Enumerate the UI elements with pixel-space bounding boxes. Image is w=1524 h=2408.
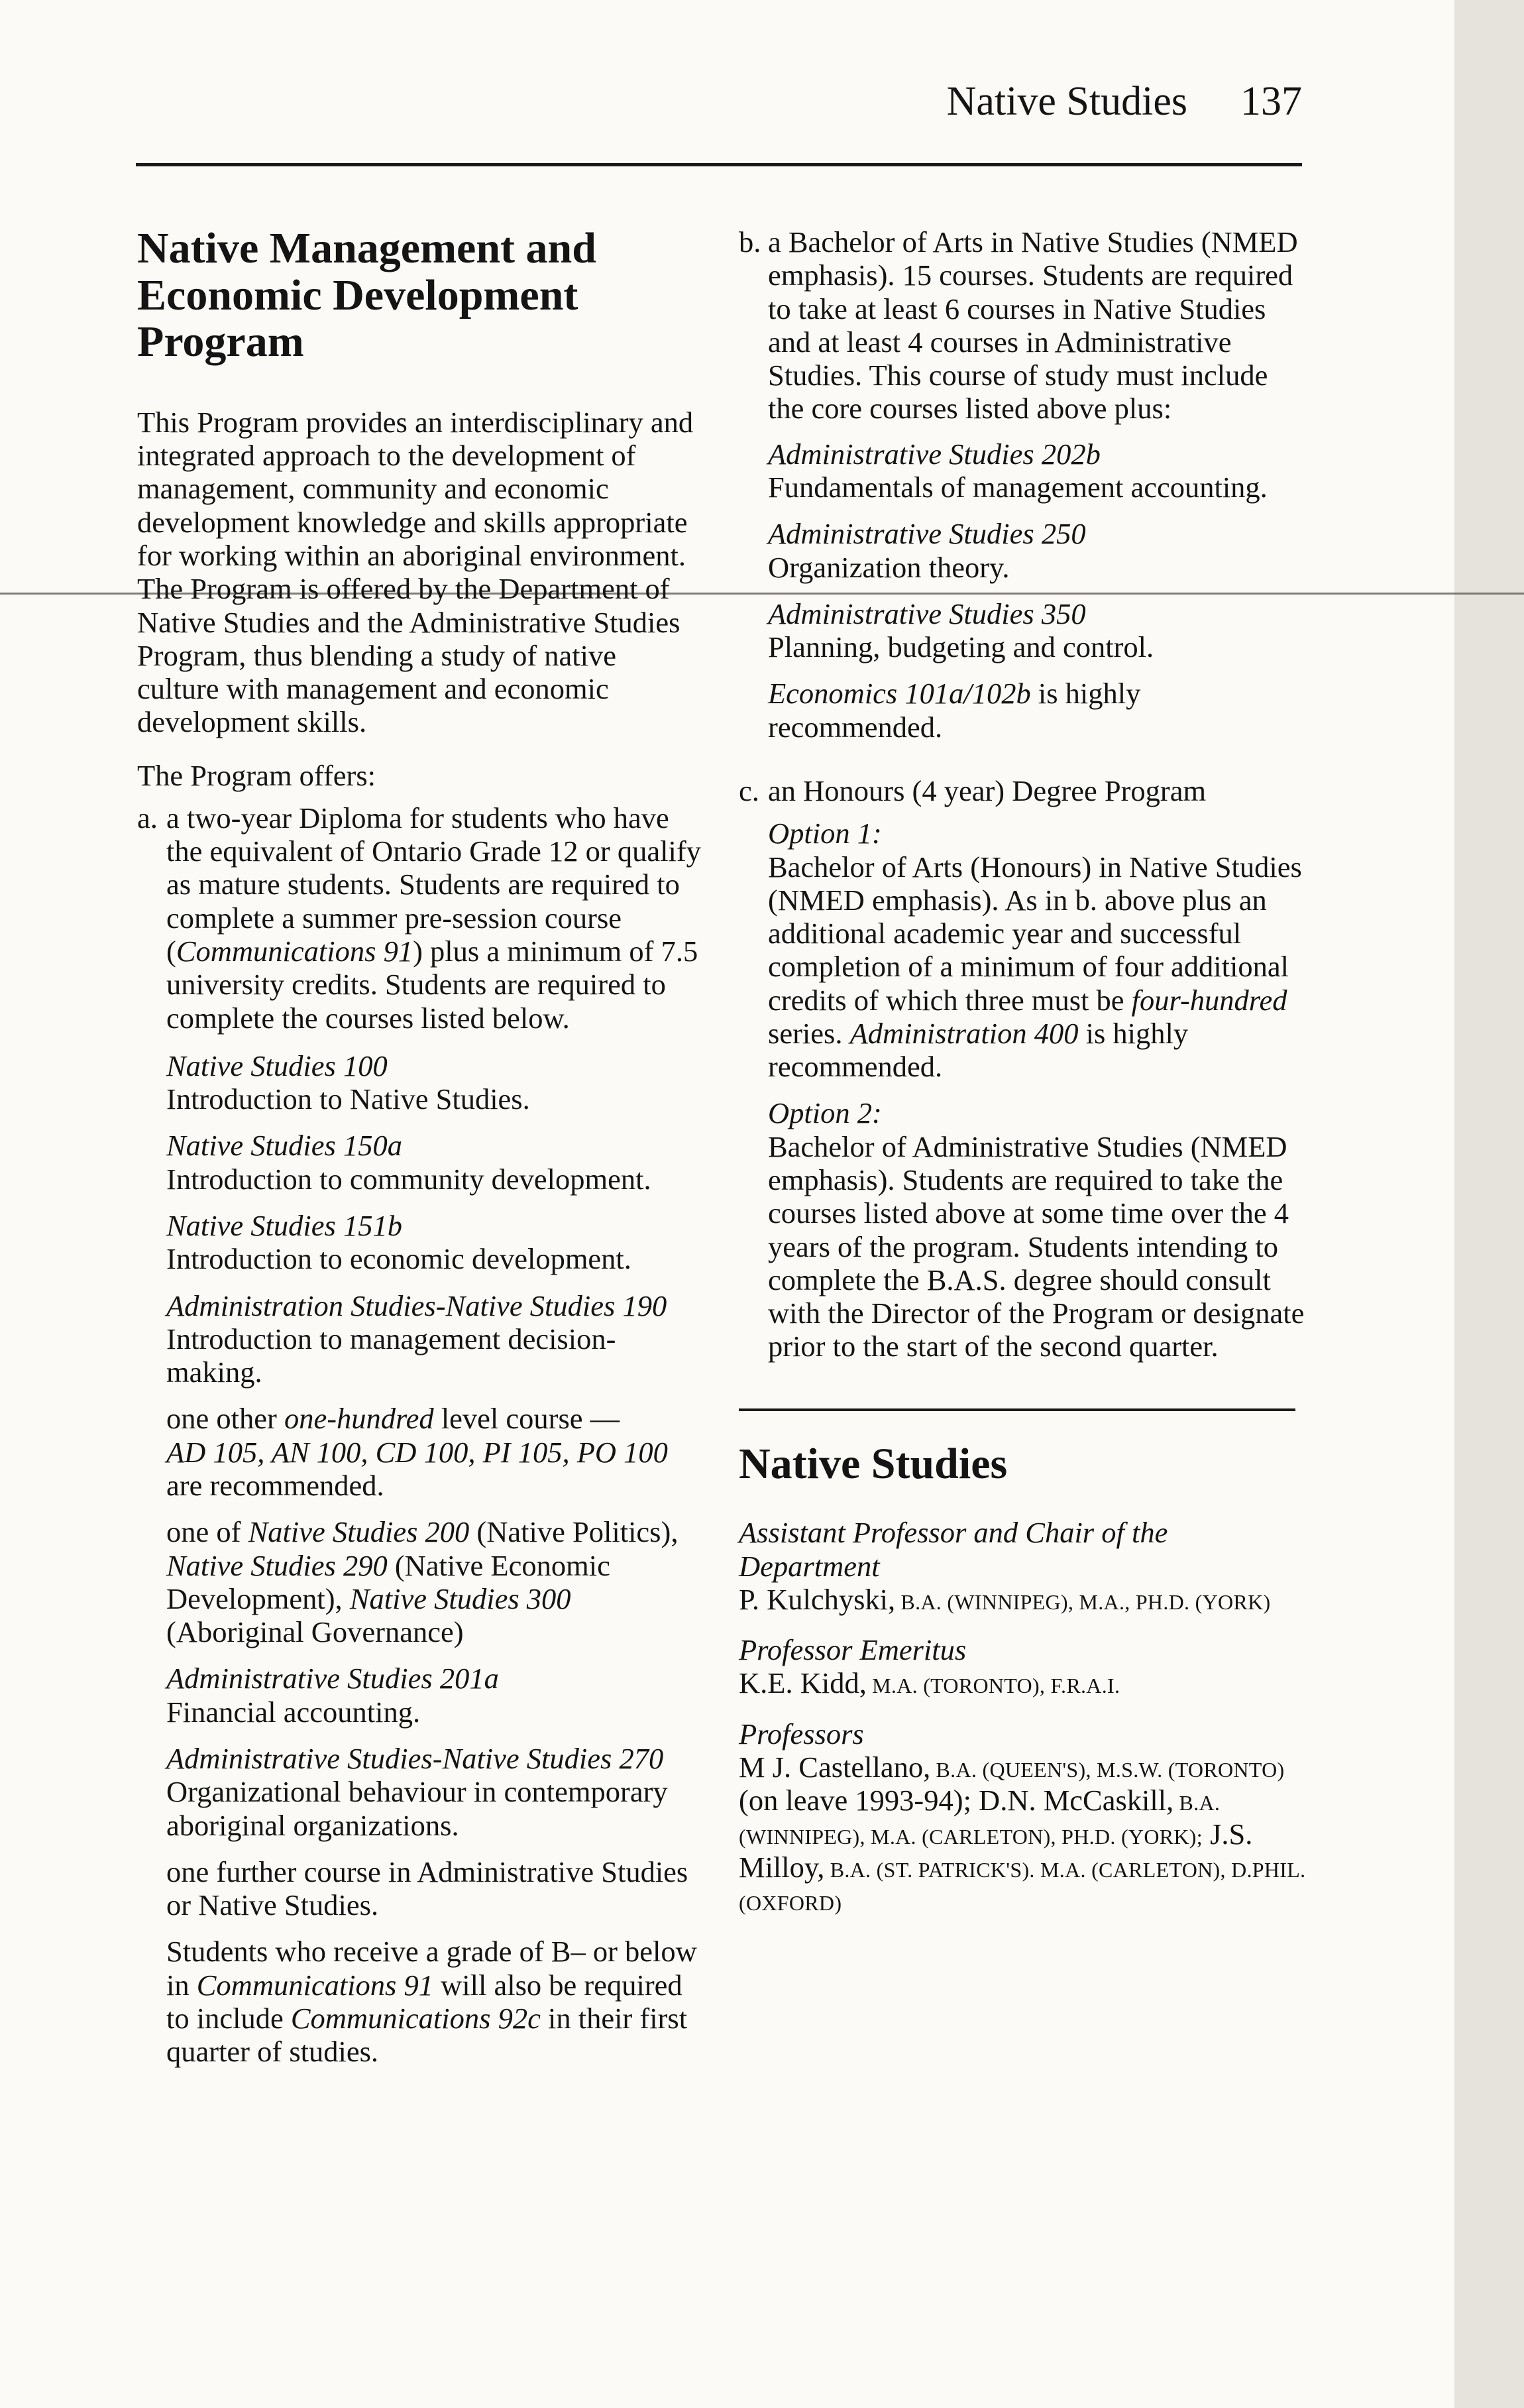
option-1-t4: Administration 400 (849, 1016, 1079, 1050)
item-a-text-italic: Communications 91 (176, 935, 413, 968)
item-c-text: an Honours (4 year) Degree Program (768, 774, 1207, 807)
faculty-name: J.S. Milloy, (739, 1817, 1253, 1884)
list-item-a (137, 801, 704, 2082)
course-title: Administrative Studies 201a (166, 1662, 499, 1695)
faculty-name: M J. Castellano, (739, 1750, 931, 1784)
course-desc: Organizational behaviour in contemporary aboriginal organizations. (166, 1775, 668, 1842)
faculty-name-line (739, 1750, 1309, 1917)
one-of-t6: Native Studies 300 (349, 1581, 571, 1615)
course-title: Native Studies 100 (166, 1049, 388, 1082)
item-a-text-2: ) plus a minimum of 7.5 university credits. Students are required to complete the courses listed below. (166, 935, 698, 1035)
faculty-entry (739, 1717, 1309, 1918)
option-1-t5: is highly recommended. (768, 1016, 1189, 1084)
economics-note (768, 677, 1309, 744)
course-entry (166, 1209, 704, 1276)
faculty-credentials: B.A. (QUEEN'S), M.S.W. (TORONTO) (930, 1758, 1285, 1782)
course-desc: Financial accounting. (166, 1695, 421, 1729)
one-other-note (166, 1402, 704, 1502)
one-of-t5: (Native Economic Development), (166, 1548, 610, 1615)
list-item-body (768, 225, 1309, 757)
program-intro: This Program provides an interdisciplinary and integrated approach to the development of management, community and economic development knowledge and skills appropriate for working within an aboriginal environment. The Program is offered by the Department of Native Studies and the Administrative Studies Program, thus blending a study of native culture with management and economic development skills. (137, 405, 694, 739)
item-a-text-1: a two-year Diploma for students who have the equivalent of Ontario Grade 12 or qualify as mature students. Students are required to complete a summer pre-session course ( (166, 801, 701, 968)
option-1-t2: four-hundred (1131, 983, 1287, 1017)
one-of-t7: (Aboriginal Governance) (166, 1615, 464, 1649)
one-of-t3: (Native Politics), (469, 1515, 679, 1549)
item-b-text: a Bachelor of Arts in Native Studies (NMED emphasis). 15 courses. Students are required to take at least 6 courses in Native Studies and at least 4 courses in Administrative Studies. This course of study must include the core courses listed above plus: (768, 225, 1298, 426)
list-item-body (166, 801, 704, 2082)
course-desc: Introduction to Native Studies. (166, 1082, 530, 1116)
program-heading: Native Management and Economic Development Program (137, 224, 596, 367)
grade-note-t5: in their first quarter of studies. (166, 2001, 688, 2069)
course-entry (166, 1129, 704, 1196)
course-title: Administrative Studies-Native Studies 270 (166, 1741, 664, 1775)
course-title: Administrative Studies 202b (768, 437, 1101, 471)
one-of-t1: one of (166, 1515, 248, 1549)
running-head-section: Native Studies (946, 79, 1187, 124)
economics-course: Economics 101a/102b (768, 677, 1031, 711)
left-column (137, 225, 704, 2098)
faculty-credentials: B.A. (ST. PATRICK'S). M.A. (CARLETON), D.PHIL. (OXFORD) (739, 1857, 1306, 1916)
one-of-t2: Native Studies 200 (248, 1515, 470, 1549)
course-entry (768, 597, 1309, 664)
course-entry (768, 437, 1309, 504)
course-title: Administration Studies-Native Studies 190 (166, 1289, 667, 1322)
faculty-role: Professor Emeritus (739, 1633, 967, 1667)
one-other-t5: are recommended. (166, 1468, 384, 1502)
faculty-credentials: B.A. (WINNIPEG), M.A., PH.D. (YORK) (895, 1589, 1271, 1614)
one-other-t4: AD 105, AN 100, CD 100, PI 105, PO 100 (166, 1435, 668, 1469)
option-label: Option 2: (768, 1096, 882, 1130)
course-title: Native Studies 150a (166, 1129, 402, 1163)
option-1 (768, 817, 1309, 1083)
course-entry (166, 1289, 704, 1389)
option-text (768, 850, 1309, 1084)
course-desc: Introduction to economic development. (166, 1242, 631, 1276)
one-other-t3: level course — (433, 1402, 620, 1436)
faculty-role: Professors (739, 1717, 864, 1750)
grade-note (166, 1935, 704, 2068)
one-other-t1: one other (166, 1402, 284, 1436)
faculty-entry (739, 1633, 1309, 1700)
faculty-name-line (739, 1583, 1309, 1616)
option-text: Bachelor of Administrative Studies (NMED emphasis). Students are required to take the courses listed above at some time over the 4 years of the program. Students intending to complete the B.A.S. degree should consult with the Director of the Program or designate prior to the start of the second quarter. (768, 1129, 1305, 1363)
list-item-c (739, 774, 1309, 1377)
list-marker: c. (739, 774, 759, 807)
page-number: 137 (1240, 79, 1302, 124)
offers-label: The Program offers: (137, 758, 376, 792)
item-a-text (166, 801, 704, 1035)
faculty-entry (739, 1516, 1309, 1616)
list-marker: a. (137, 801, 158, 834)
course-title: Native Studies 151b (166, 1209, 402, 1243)
grade-note-t4: Communications 92c (290, 2001, 541, 2035)
course-entry (166, 1662, 704, 1729)
list-item-b (739, 225, 1309, 757)
economics-text: is highly recommended. (768, 677, 1141, 744)
faculty-credentials: M.A. (TORONTO), F.R.A.I. (866, 1674, 1120, 1698)
course-desc: Organization theory. (768, 550, 1010, 584)
section-heading: Native Studies (739, 1439, 1008, 1488)
grade-note-t2: Communications 91 (196, 1968, 433, 2002)
course-title: Administrative Studies 350 (768, 597, 1086, 630)
header-rule (136, 163, 1302, 166)
one-other-t2: one-hundred (284, 1402, 434, 1436)
faculty-name: K.E. Kidd, (739, 1666, 867, 1700)
one-of-t4: Native Studies 290 (166, 1548, 388, 1582)
faculty-credentials: B.A. (WINNIPEG), M.A. (CARLETON), PH.D. (YORK); (739, 1791, 1221, 1849)
course-entry (166, 1742, 704, 1842)
right-column (739, 225, 1309, 1934)
course-entry (768, 517, 1309, 584)
running-head (947, 78, 1302, 125)
section-rule (739, 1408, 1295, 1411)
further-course-note: one further course in Administrative Studies or Native Studies. (166, 1855, 688, 1922)
one-of-note (166, 1515, 704, 1648)
course-entry (166, 1049, 704, 1116)
faculty-name: P. Kulchyski, (739, 1582, 896, 1616)
faculty-name-line (739, 1666, 1309, 1699)
option-2 (768, 1096, 1309, 1363)
page-edge (1454, 0, 1524, 2408)
course-desc: Planning, budgeting and control. (768, 630, 1154, 664)
grade-note-t3: will also be required to include (166, 1968, 682, 2035)
course-desc: Fundamentals of management accounting. (768, 470, 1268, 504)
course-desc: Introduction to management decision-making. (166, 1322, 616, 1389)
list-marker: b. (739, 225, 761, 258)
course-desc: Introduction to community development. (166, 1162, 651, 1196)
faculty-role: Assistant Professor and Chair of the Department (739, 1516, 1168, 1583)
faculty-name: (on leave 1993-94); D.N. McCaskill, (739, 1784, 1174, 1817)
list-item-body (768, 774, 1309, 1377)
option-1-t3: series. (768, 1016, 850, 1050)
course-title: Administrative Studies 250 (768, 517, 1086, 551)
grade-note-t1: Students who receive a grade of B– or below in (166, 1935, 697, 2002)
option-1-t1: Bachelor of Arts (Honours) in Native Studies (NMED emphasis). As in b. above plus an additional academic year and successful completion of a minimum of four additional credits of which three must be (768, 850, 1302, 1017)
option-label: Option 1: (768, 817, 882, 850)
